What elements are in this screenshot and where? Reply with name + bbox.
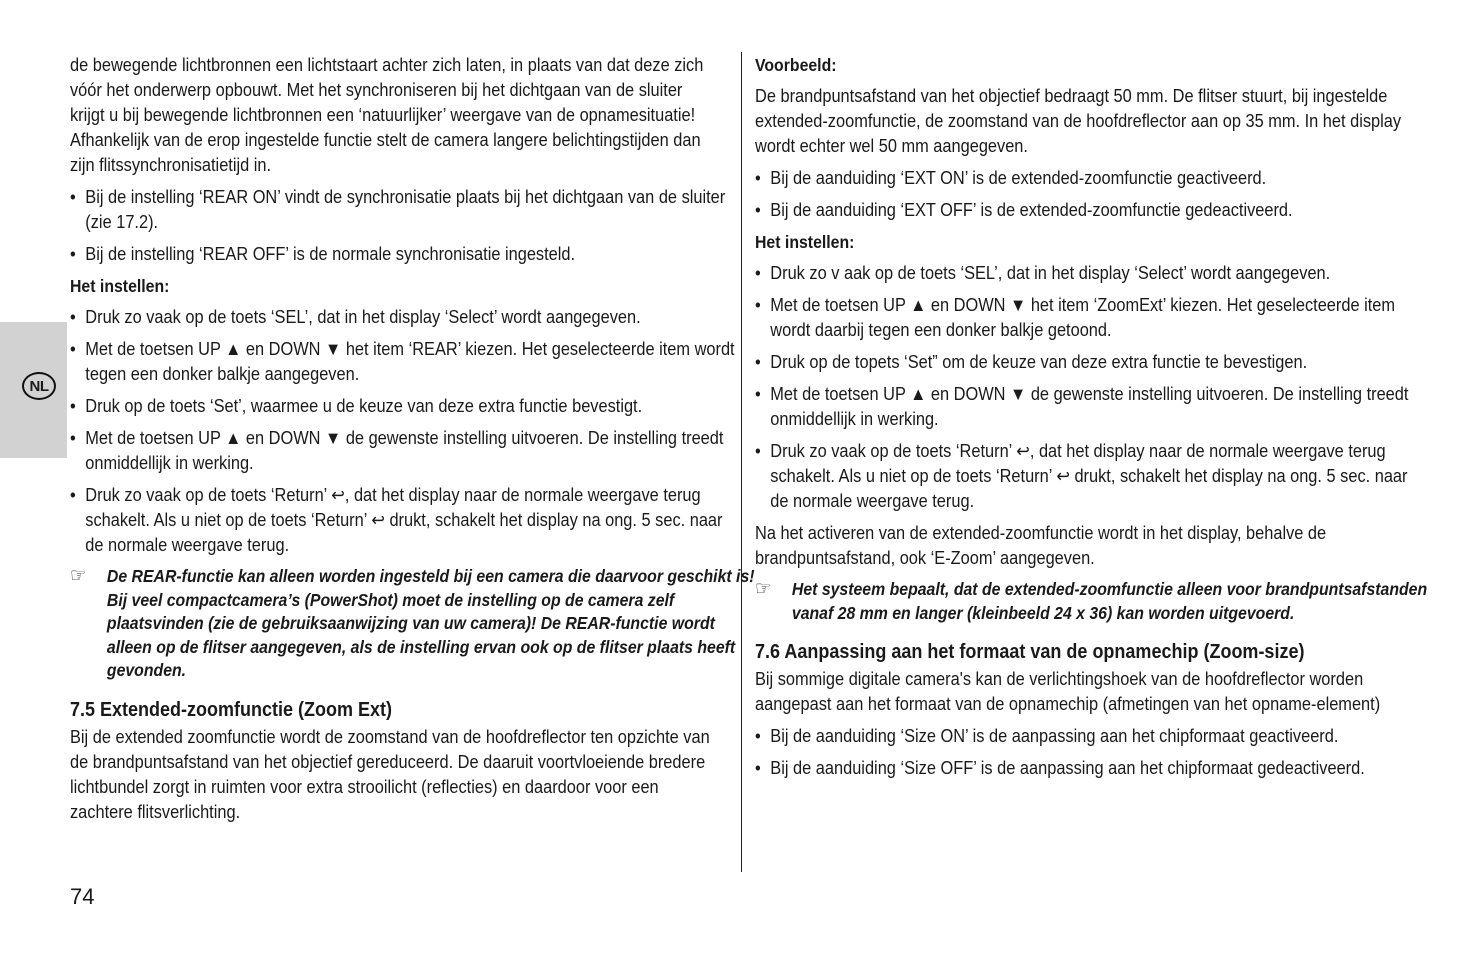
down-arrow-icon: ▼ — [1010, 384, 1027, 404]
list-item: • Met de toetsen UP ▲ en DOWN ▼ het item ‘REAR’ kiezen. Het geselecteerde item wordt tegen een donker balkje aangegeven. — [70, 339, 735, 384]
list-item: • Druk zo vaak op de toets ‘SEL’, dat in het display ‘Select’ wordt aangegeven. — [70, 307, 641, 327]
list-item: • Met de toetsen UP ▲ en DOWN ▼ de gewenste instelling uitvoeren. De instelling treedt onmiddellijk in werking. — [755, 384, 1409, 429]
list-item: • Bij de aanduiding ‘Size ON’ is de aanpassing aan het chipformaat geactiveerd. — [755, 726, 1339, 746]
list-item: • Druk zo vaak op de toets ‘Return’ ↩, dat het display naar de normale weergave terug schakelt. Als u niet op de toets ‘Return’ ↩ drukt, schakelt het display na ong. 5 sec. naar de normale weergave terug. — [70, 485, 723, 555]
setting-heading: Het instellen: — [755, 232, 855, 252]
section-paragraph: Bij de extended zoomfunctie wordt de zoomstand van de hoofdreflector ten opzichte van de brandpuntsafstand van het objectief gereduceerd. De daaruit voortvloeiende bredere lichtbundel zorgt in ruimten voor extra strooilicht (reflecties) en daardoor voor een zachtere flitsverlichting. — [70, 726, 710, 822]
setting-heading: Het instellen: — [70, 276, 170, 296]
example-paragraph: De brandpuntsafstand van het objectief bedraagt 50 mm. De flitser stuurt, bij ingestelde extended-zoomfunctie, de zoomstand van de hoofdreflector aan op 35 mm. In het display wordt echter wel 50 mm aangegeven. — [755, 86, 1402, 156]
return-icon: ↩ — [371, 510, 385, 530]
column-divider — [741, 52, 742, 872]
return-icon: ↩ — [1056, 466, 1070, 486]
list-item: • Bij de instelling ‘REAR ON’ vindt de synchronisatie plaats bij het dichtgaan van de sluiter (zie 17.2). — [70, 187, 726, 232]
note: ☞ Het systeem bepaalt, dat de extended-zoomfunctie alleen voor brandpuntsafstanden vanaf 28 mm en langer (kleinbeeld 24 x 36) kan worden uitgevoerd. — [755, 578, 1428, 623]
language-badge: NL — [22, 372, 56, 400]
up-arrow-icon: ▲ — [225, 428, 242, 448]
list-item: • Druk zo vaak op de toets ‘Return’ ↩, dat het display naar de normale weergave terug schakelt. Als u niet op de toets ‘Return’ ↩ drukt, schakelt het display na ong. 5 sec. naar de normale weergave terug. — [755, 441, 1408, 511]
list-item: • Bij de instelling ‘REAR OFF’ is de normale synchronisatie ingesteld. — [70, 244, 576, 264]
list-item: • Met de toetsen UP ▲ en DOWN ▼ het item ‘ZoomExt’ kiezen. Het geselecteerde item wordt daarbij tegen een donker balkje getoond. — [755, 295, 1396, 340]
pointing-hand-icon: ☞ — [70, 565, 87, 587]
list-item: • Druk zo v aak op de toets ‘SEL’, dat in het display ‘Select’ wordt aangegeven. — [755, 263, 1331, 283]
list-item: • Druk op de toets ‘Set’, waarmee u de keuze van deze extra functie bevestigt. — [70, 396, 643, 416]
left-column — [70, 53, 755, 832]
intro-paragraph: de bewegende lichtbronnen een lichtstaart achter zich laten, in plaats van dat deze zich vóór het onderwerp opbouwt. Met het synchroniseren bij het dichtgaan van de sluiter krijgt u bij bewegende lichtbronnen een ‘natuurlijker’ weergave van de opnamesituatie! Afhankelijk van de erop ingestelde functie stelt de camera langere belichtingstijden dan zijn flitssynchronisatietijd in. — [70, 55, 704, 175]
up-arrow-icon: ▲ — [910, 384, 927, 404]
list-item: • Met de toetsen UP ▲ en DOWN ▼ de gewenste instelling uitvoeren. De instelling treedt onmiddellijk in werking. — [70, 428, 724, 473]
page-number: 74 — [70, 884, 95, 909]
down-arrow-icon: ▼ — [1010, 295, 1027, 315]
down-arrow-icon: ▼ — [325, 339, 342, 359]
list-item: • Druk op de topets ‘Set” om de keuze van deze extra functie te bevestigen. — [755, 352, 1308, 372]
section-heading: 7.5 Extended-zoomfunctie (Zoom Ext) — [70, 698, 393, 721]
list-item: • Bij de aanduiding ‘EXT ON’ is de extended-zoomfunctie geactiveerd. — [755, 168, 1267, 188]
example-heading: Voorbeeld: — [755, 55, 837, 75]
note: ☞ De REAR-functie kan alleen worden ingesteld bij een camera die daarvoor geschikt is! Bij veel compactcamera’s (PowerShot) moet de instelling op de camera zelf plaatsvinden (zie de gebruiksaanwijzing van uw camera)! De REAR-functie wordt alleen op de flitser aangegeven, als de instelling ervan ook op de flitser plaats heeft gevonden. — [70, 565, 755, 680]
pointing-hand-icon: ☞ — [755, 578, 772, 600]
list-item: • Bij de aanduiding ‘Size OFF’ is de aanpassing aan het chipformaat gedeactiveerd. — [755, 758, 1365, 778]
return-icon: ↩ — [1016, 441, 1030, 461]
up-arrow-icon: ▲ — [225, 339, 242, 359]
down-arrow-icon: ▼ — [325, 428, 342, 448]
list-item: • Bij de aanduiding ‘EXT OFF’ is de extended-zoomfunctie gedeactiveerd. — [755, 200, 1293, 220]
right-column — [755, 53, 1428, 788]
up-arrow-icon: ▲ — [910, 295, 927, 315]
return-icon: ↩ — [331, 485, 345, 505]
after-paragraph: Na het activeren van de extended-zoomfunctie wordt in het display, behalve de brandpuntsafstand, ook ‘E-Zoom’ aangegeven. — [755, 523, 1327, 568]
section-paragraph: Bij sommige digitale camera's kan de verlichtingshoek van de hoofdreflector worden aangepast aan het formaat van de opnamechip (afmetingen van het opname-element) — [755, 669, 1381, 714]
section-heading: 7.6 Aanpassing aan het formaat van de opnamechip (Zoom-size) — [755, 641, 1305, 663]
